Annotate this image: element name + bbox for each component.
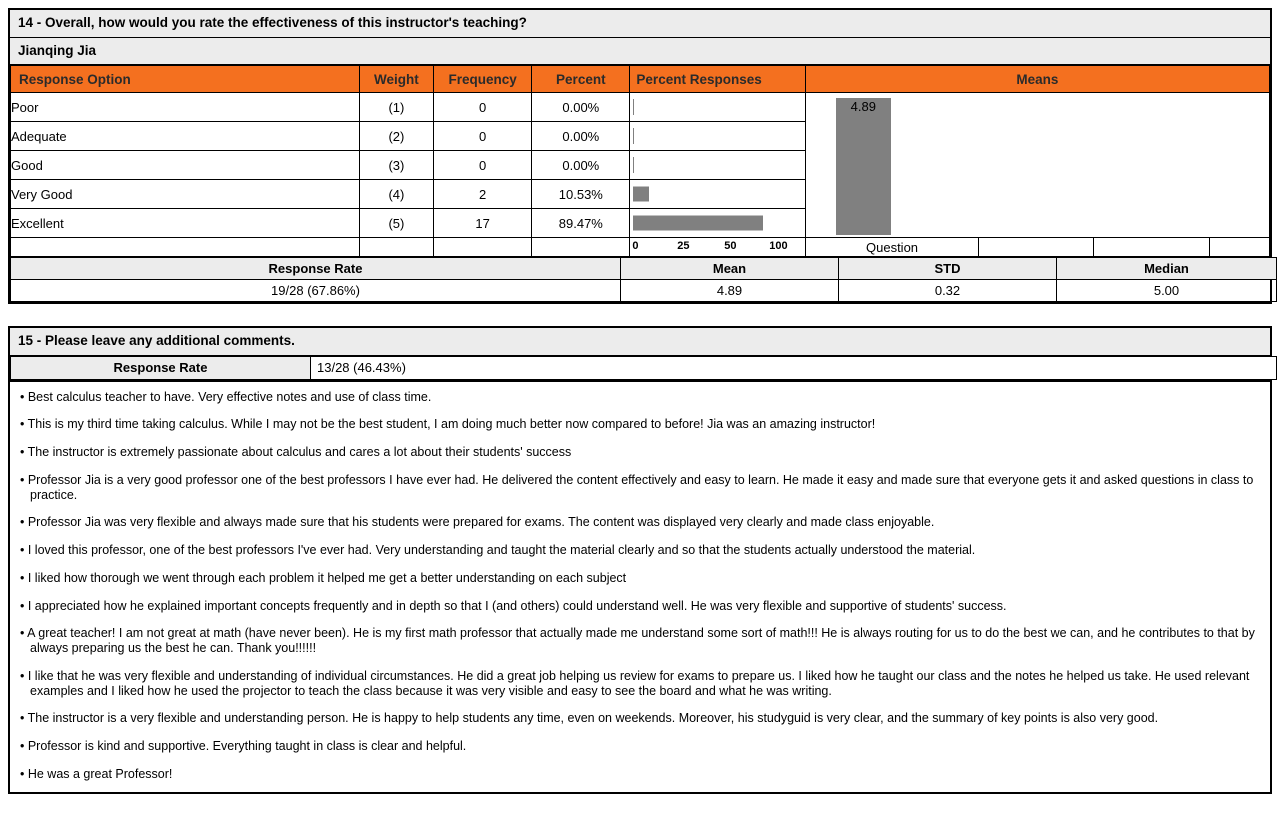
cell-weight: (1) [359,93,433,122]
cell-option: Good [11,151,360,180]
percent-bar [633,216,763,231]
means-axis-blank-3 [1209,238,1269,257]
response-statistics-table [10,65,1270,257]
means-axis-blank-2 [1094,238,1209,257]
column-header-percent-responses: Percent Responses [630,66,805,93]
instructor-name: Jianqing Jia [10,38,1270,66]
comments-response-rate-row [11,356,1277,379]
summary-header-response-rate: Response Rate [11,258,621,280]
list-item: • The instructor is extremely passionate about calculus and cares a lot about their students' success [20,445,572,459]
cell-percent-bar [630,209,805,238]
comments-response-rate-label: Response Rate [11,356,311,379]
list-item: • I loved this professor, one of the best professors I've ever had. Very understanding and taught the material clearly and so that the students actually understood the material. [20,543,976,557]
column-header-percent: Percent [532,66,630,93]
summary-value-response-rate: 19/28 (67.86%) [11,280,621,302]
axis-spacer [359,238,433,257]
means-axis-label: Question [805,238,978,257]
summary-statistics-table [10,257,1277,302]
summary-value-row [11,280,1277,302]
cell-percent-bar [630,151,805,180]
mean-bar [836,98,891,235]
cell-percent: 0.00% [532,122,630,151]
percent-bar [633,157,634,173]
comments-response-rate-value: 13/28 (46.43%) [311,356,1277,379]
comments-response-rate-table [10,356,1277,380]
column-header-weight: Weight [359,66,433,93]
cell-percent: 0.00% [532,93,630,122]
axis-spacer [11,238,360,257]
question-14-block [8,8,1272,304]
cell-option: Adequate [11,122,360,151]
mean-bar-label: 4.89 [850,99,876,115]
list-item: • Professor is kind and supportive. Everything taught in class is clear and helpful. [20,739,467,753]
column-header-frequency: Frequency [433,66,531,93]
table-body [11,93,1270,257]
summary-header-std: STD [839,258,1057,280]
summary-value-mean: 4.89 [621,280,839,302]
cell-weight: (2) [359,122,433,151]
list-item: • Best calculus teacher to have. Very effective notes and use of class time. [20,389,432,404]
cell-weight: (5) [359,209,433,238]
axis-tick-100: 100 [769,240,788,252]
chart-axis-row [11,238,1270,257]
percent-axis-scale [630,238,805,257]
summary-value-std: 0.32 [839,280,1057,302]
axis-tick-0: 0 [632,240,639,252]
axis-tick-labels [630,238,804,256]
table-row [11,93,1270,122]
cell-weight: (3) [359,151,433,180]
summary-header-row [11,258,1277,280]
means-chart-cell [805,93,1269,238]
cell-percent: 0.00% [532,151,630,180]
list-item: • I liked how thorough we went through each problem it helped me get a better understanding on each subject [20,570,627,585]
question-14-title: 14 - Overall, how would you rate the effectiveness of this instructor's teaching? [10,10,1270,38]
table-header-row [11,66,1270,93]
axis-spacer [532,238,630,257]
list-item: • He was a great Professor! [20,766,173,781]
comments-list [10,380,1270,792]
means-axis-blank-1 [979,238,1094,257]
column-header-response-option: Response Option [11,66,360,93]
cell-percent: 10.53% [532,180,630,209]
cell-percent-bar [630,180,805,209]
cell-option: Excellent [11,209,360,238]
cell-weight: (4) [359,180,433,209]
percent-bar [633,99,634,115]
summary-header-mean: Mean [621,258,839,280]
cell-frequency: 2 [433,180,531,209]
summary-header-median: Median [1057,258,1277,280]
column-header-means: Means [805,66,1269,93]
list-item: • I appreciated how he explained important concepts frequently and in depth so that I (and others) could understand well. He was very flexible and supportive of students' success. [20,598,1007,613]
axis-spacer [433,238,531,257]
axis-tick-50: 50 [724,240,737,252]
list-item: • Professor Jia is a very good professor one of the best professors I have ever had. He delivered the content effectively and easy to learn. He made it easy and made sure that everyone gets it and asked questions in class to practice. [20,472,1254,502]
cell-frequency: 0 [433,93,531,122]
list-item: • This is my third time taking calculus. While I may not be the best student, I am doing much better now compared to before! Jia was an amazing instructor! [20,417,876,432]
summary-value-median: 5.00 [1057,280,1277,302]
list-item: • The instructor is a very flexible and understanding person. He is happy to help students any time, even on weekends. Moreover, his studyguid is very clear, and the summary of key points is also very good. [20,711,1159,726]
list-item: • Professor Jia was very flexible and always made sure that his students were prepared for exams. The content was displayed very clearly and made class enjoyable. [20,515,935,530]
cell-frequency: 17 [433,209,531,238]
cell-option: Poor [11,93,360,122]
cell-option: Very Good [11,180,360,209]
list-item: • A great teacher! I am not great at math (have never been). He is my first math professor that actually made me understand some sort of math!!! He is always routing for us to do the best we can, and he contributes to that by always preparing us the best he can. Thank you!!!!!! [20,626,1255,655]
cell-percent: 89.47% [532,209,630,238]
percent-bar [633,128,634,144]
cell-frequency: 0 [433,151,531,180]
list-item: • I like that he was very flexible and understanding of individual circumstances. He did a great job helping us review for exams to prepare us. I liked how he taught our class and the notes he helped us take. He used relevant examples and I liked how he used the projector to teach the class because it was very visible and easy to see the board and what he was writing. [20,668,1250,698]
question-15-block [8,326,1272,794]
cell-percent-bar [630,122,805,151]
question-15-title: 15 - Please leave any additional comments. [10,328,1270,356]
cell-frequency: 0 [433,122,531,151]
cell-percent-bar [630,93,805,122]
means-chart [806,95,1269,235]
percent-bar [633,187,648,202]
axis-tick-25: 25 [677,240,690,252]
